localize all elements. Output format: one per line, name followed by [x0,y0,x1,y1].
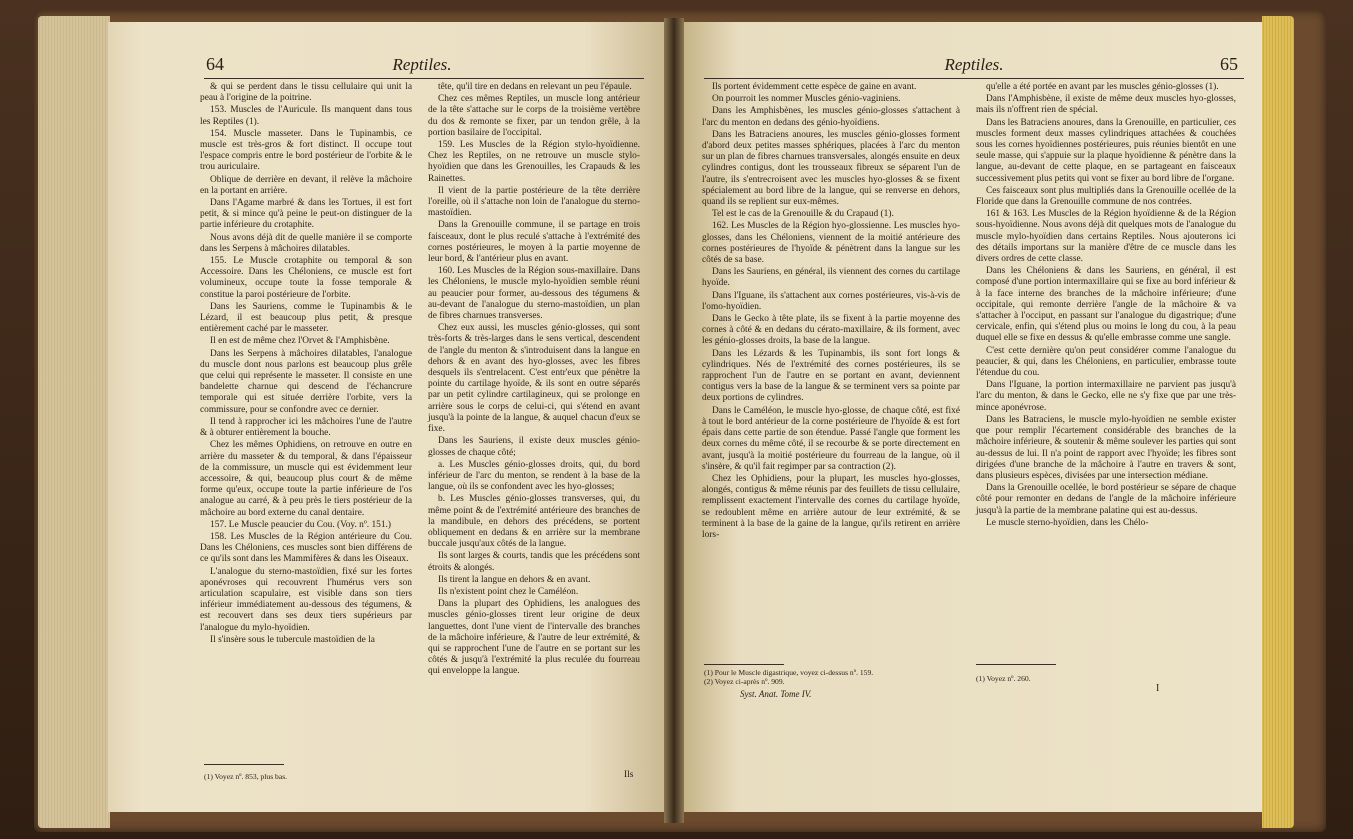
paragraph: Chez les mêmes Ophidiens, on retrouve en outre en arrière du masseter & du temporal, & dans l'épaisseur de la commissure, un muscle qui est évidemment leur accessoire, & qui, beaucoup plus court & de même forme qu'eux, occupe toute la partie inférieure de l'os analogue au carré, & à peu près le tiers postérieur de la mâchoire au bord externe du canal dentaire. [200,440,412,518]
paragraph: Dans l'Iguane, la portion intermaxillaire ne parvient pas jusqu'à l'arc du menton, & dans le Gecko, elle ne s'y fixe que par une très-mince aponévrose. [976,380,1236,413]
paragraph: 160. Les Muscles de la Région sous-maxillaire. Dans les Chéloniens, le muscle mylo-hyoïdien semble réuni au peaucier pour former, au-dessous des tégumens & au-devant de l'analogue du sterno-mastoïdien, un plan de fibres charnues transverses. [428,266,640,322]
paragraph: Dans les Batraciens anoures, dans la Grenouille, en particulier, ces muscles forment deux masses cylindriques attachées & couchées sous les cornes hyoïdiennes postérieures, puis réunies bientôt en une seule masse, qui s'appuie sur la plaque hyoïdienne & pénètre dans la langue, au-devant de cette plaque, en se partageant en faisceaux successivement plus petits qui vont se fixer au bord libre de l'organe. [976,117,1236,184]
left-catchword: Ils [624,770,634,780]
paragraph: 153. Muscles de l'Auricule. Ils manquent dans tous les Reptiles (1). [200,105,412,127]
paragraph: Dans le Caméléon, le muscle hyo-glosse, de chaque côté, est fixé à tout le bord antérieur de la corne postérieure de l'hyoïde & est fort épais dans cette partie de son étendue. Passé l'angle que forment les deux cornes du même côté, il se recourbe & se porte directement en avant, jusqu'à la moitié postérieure du fourreau de la langue, où il s'insère, & qu'il fait regimper par sa contraction (2). [702,405,960,472]
paragraph: 157. Le Muscle peaucier du Cou. (Voy. nº. 151.) [210,519,391,530]
paragraph: Dans la Grenouille commune, il se partage en trois faisceaux, dont le plus reculé s'attache à l'extrémité des cornes postérieures, le moyen à la partie moyenne de leur bord, & l'antérieur plus en avant. [428,220,640,265]
right-footnotes-left [704,668,954,687]
paragraph: qu'elle a été portée en avant par les muscles génio-glosses (1). [986,82,1219,92]
paragraph: 155. Le Muscle crotaphite ou temporal & son Accessoire. Dans les Chéloniens, ce muscle est fort volumineux, occupe toute la fosse temporale & constitue la paroi postérieure de l'orbite. [200,256,412,300]
paragraph: 161 & 163. Les Muscles de la Région hyoïdienne & de la Région sous-hyoïdienne. Nous avons déjà dit quelques mots de l'analogue du muscle mylo-hyoïdien dans certains Reptiles. Nous ajouterons ici des détails importans sur la manière d'être de ce muscle dans les divers ordres de cette classe. [976,209,1236,265]
paragraph: L'analogue du sterno-mastoïdien, fixé sur les fortes aponévroses qui recouvrent l'humérus vers son articulation scapulaire, est visible dans son tiers inférieur immédiatement au-dessous des tégumens, & est recouvert dans ses deux tiers supérieurs par l'analogue du mylo-hyoïdien. [200,566,412,633]
paragraph: Dans les Chéloniens & dans les Sauriens, en général, il est composé d'une portion intermaxillaire qui se fixe au bord inférieur & à la face interne des branches de la mâchoire inférieure; d'une occipitale, qui remonte derrière l'angle de la mâchoire & va s'attacher à l'occiput, en passant sur l'analogue du digastrique; d'une cervicale, enfin, qui s'étend plus ou moins le long du cou, à la peau duquel elle se fixe en dessus & qu'elle embrasse comme une sangle. [976,266,1236,344]
paragraph: 158. Les Muscles de la Région antérieure du Cou. Dans les Chéloniens, ces muscles sont bien différens de ce qu'ils sont dans les Mammifères & dans les Oiseaux. [200,531,412,565]
right-page-number: 65 [1219,54,1238,74]
paragraph: Dans les Amphisbènes, les muscles génio-glosses s'attachent à l'arc du menton en dedans des génio-hyoïdiens. [702,106,960,128]
book-gutter [664,18,684,823]
left-column-2 [428,82,640,679]
paragraph: 162. Les Muscles de la Région hyo-glossienne. Les muscles hyo-glosses, dans les Chéloniens, viennent de la moitié antérieure des cornes postérieures de l'hyoïde & pénètrent dans la langue sur les côtés de sa base. [702,221,960,266]
paragraph: Ils sont larges & courts, tandis que les précédens sont étroits & alongés. [428,551,640,573]
right-page [680,22,1262,812]
right-footnote-rule-right [976,664,1056,665]
paragraph: 154. Muscle masseter. Dans le Tupinambis, ce muscle est très-gros & fort distinct. Il occupe tout l'espace compris entre le bord postérieur de l'orbite & le trou auriculaire. [200,128,412,173]
right-column-2 [976,82,1236,530]
paragraph: Le muscle sterno-hyoïdien, dans les Chélo- [986,517,1149,528]
right-signature-mark: I [1156,683,1160,694]
paragraph: Dans l'Amphisbène, il existe de même deux muscles hyo-glosses, mais ils n'offrent rien de spécial. [976,94,1236,116]
paragraph: & qui se perdent dans le tissu cellulaire qui unit la peau à l'origine de la poitrine. [200,82,412,104]
paragraph: (2) Voyez ci-après nº. 909. [704,677,785,687]
left-footnote: (1) Voyez nº. 853, plus bas. [204,772,288,781]
paragraph: Il vient de la partie postérieure de la tête derrière l'oreille, où il s'attache non loin de l'analogue du sterno-mastoïdien. [428,185,640,219]
left-page-number: 64 [206,54,224,74]
left-page [108,22,668,812]
left-footnote-rule [204,764,284,765]
left-header-rule [204,78,644,79]
paragraph: Dans les Sauriens, il existe deux muscles génio-glosses de chaque côté; [428,436,640,458]
paragraph: Oblique de derrière en devant, il relève la mâchoire en la portant en arrière. [200,174,412,196]
paragraph: Dans le Gecko à tête plate, ils se fixent à la partie moyenne des cornes à côté & en dedans du cérato-maxillaire, & ils forment, avec les génio-glosses droits, la base de la langue. [702,314,960,347]
left-running-head: Reptiles. [392,55,452,74]
paragraph: Dans les Batraciens, le muscle mylo-hyoïdien ne semble exister que pour remplir l'écartement considérable des branches de la mâchoire inférieure, & soutenir & même soulever les parties qui sont au-dessus de lui. Il n'a point de rapport avec l'hyoïde; les fibres sont dirigées d'une branche de la mâchoire à l'autre en travers & sont, dans plusieurs espèces, divisées par une intersection médiane. [976,414,1236,481]
paragraph: (1) Pour le Muscle digastrique, voyez ci-dessus nº. 159. [704,668,874,677]
paragraph: Il s'insère sous le tubercule mastoïdien de la [210,634,375,645]
paragraph: a. Les Muscles génio-glosses droits, qui, du bord inférieur de l'arc du menton, se rendent à la base de la langue, où ils se confondent avec les hyo-glosses; [428,459,640,493]
paragraph: Dans la plupart des Ophidiens, les analogues des muscles génio-glosses tirent leur origine de deux languettes, dont l'une vient de l'intervalle des branches de la mâchoire inférieure, & l'autre de leur extrémité, & qui se rapprochent l'une de l'autre en se portant sur les côtés & jusqu'à l'extrémité la plus reculée du fourreau qui enveloppe la langue. [428,599,640,677]
paragraph: Chez ces mêmes Reptiles, un muscle long antérieur de la tête s'attache sur le corps de la troisième vertèbre du dos & remonte se fixer, par un tendon grêle, à la portion basilaire de l'occipital. [428,94,640,138]
paragraph: On pourroit les nommer Muscles génio-vaginiens. [712,94,901,105]
paragraph: Dans l'Iguane, ils s'attachent aux cornes postérieures, vis-à-vis de l'omo-hyoïdien. [702,290,960,312]
paragraph: Dans l'Agame marbré & dans les Tortues, il est fort petit, & si mince qu'à peine le peut-on distinguer de la partie inférieure du crotaphite. [200,198,412,231]
right-footnote-rule-left [704,664,784,665]
right-header-rule [704,78,1244,79]
left-page-edges [38,16,110,828]
left-page-header [206,54,640,75]
paragraph: Dans la Grenouille ocellée, le bord postérieur se sépare de chaque côté pour remonter en dedans de l'angle de la mâchoire inférieure jusqu'à la partie de la membrane palatine qui est au-dessus. [976,483,1236,516]
paragraph: Dans les Sauriens, comme le Tupinambis & le Lézard, il est beaucoup plus petit, & presque entièrement caché par le masseter. [200,301,412,335]
paragraph: Chez eux aussi, les muscles génio-glosses, qui sont très-forts & très-larges dans le sens vertical, descendent de l'angle du menton & s'introduisent dans la langue en dehors & en avant des hyo-glosses, avec les fibres desquels ils s'entrelacent. C'est entr'eux que pénètre la pointe du cartilage hyoïde, & ils sont en outre séparés par un petit cylindre cartilagineux, qui se prolonge en arrière sous le corps de celui-ci, qui s'étend en avant jusqu'à la pointe de la langue, & auquel chacun d'eux se fixe. [428,323,640,435]
paragraph: Ces faisceaux sont plus multipliés dans la Grenouille ocellée de la Floride que dans la Grenouille commune de nos contrées. [976,185,1236,208]
right-running-head: Reptiles. [944,55,1004,74]
paragraph: Dans les Batraciens anoures, les muscles génio-glosses forment d'abord deux petites masses sphériques, placées à l'arc du menton sur un plan de fibres charnues transversales, alongés ensuite en deux cylindres contigus, dont les trousseaux fibreux se séparent l'un de l'autre, ils s'entrecroisent avec les muscles hyo-glosses & se fixent spécialement au bord libre de la langue, qui se renverse en dehors, quand ils se replient sur eux-mêmes. [702,129,960,208]
right-footnote-right: (1) Voyez nº. 260. [976,674,1031,683]
paragraph: tête, qu'il tire en dedans en relevant un peu l'épaule. [438,82,632,92]
paragraph: Ils n'existent point chez le Caméléon. [438,586,579,597]
paragraph: Il en est de même chez l'Orvet & l'Amphisbène. [210,336,390,347]
right-signature: Syst. Anat. Tome IV. [740,689,812,699]
right-page-edges-gilt [1262,16,1294,828]
paragraph: Dans les Sauriens, en général, ils viennent des cornes du cartilage hyoïde. [702,267,960,289]
paragraph: Dans les Lézards & les Tupinambis, ils sont fort longs & cylindriques. Nés de l'extrémité des cornes postérieures, ils se rapprochent l'un de l'autre en se portant en avant, deviennent contigus vers la base de la langue & se terminent vers sa pointe par deux portions de cylindres. [702,348,960,404]
left-column-1 [200,82,412,647]
paragraph: Il tend à rapprocher ici les mâchoires l'une de l'autre & à obturer entièrement la bouche. [200,416,412,439]
paragraph: C'est cette dernière qu'on peut considérer comme l'analogue du peaucier, & qui, dans les Chéloniens, en particulier, embrasse toute l'étendue du cou. [976,345,1236,379]
right-column-1 [702,82,960,542]
paragraph: Chez les Ophidiens, pour la plupart, les muscles hyo-glosses, alongés, contigus & même réunis par des feuillets de tissu cellulaire, remplissent exactement l'intervalle des cornes du cartilage hyoïde, se redoublent même en arrière autour de leur extrémité, & se terminent à la base de la gaine de la langue, qu'ils retirent en arrière lors- [702,473,960,540]
paragraph: 159. Les Muscles de la Région stylo-hyoïdienne. Chez les Reptiles, on ne retrouve un muscle stylo-hyoïdien que dans les Grenouilles, les Crapauds & les Rainettes. [428,140,640,184]
paragraph: Ils tirent la langue en dehors & en avant. [438,574,591,585]
paragraph: Tel est le cas de la Grenouille & du Crapaud (1). [712,209,894,220]
right-page-header [708,54,1238,75]
paragraph: b. Les Muscles génio-glosses transverses, qui, du même point & de l'extrémité antérieure des branches de la mandibule, en dehors des précédens, se portent obliquement en dedans & en arrière sur la membrane buccale jusqu'aux côtés de la langue. [428,494,640,550]
paragraph: Nous avons déjà dit de quelle manière il se comporte dans les Serpens à mâchoires dilatables. [200,232,412,254]
paragraph: Ils portent évidemment cette espèce de gaine en avant. [712,82,917,92]
paragraph: Dans les Serpens à mâchoires dilatables, l'analogue du muscle dont nous parlons est beaucoup plus grêle que celui qui représente le masseter. Il consiste en une bandelette charnue qui descend de l'échancrure temporale qui est située derrière l'orbite, vers la commissure, pour se confondre avec ce dernier. [200,348,412,415]
